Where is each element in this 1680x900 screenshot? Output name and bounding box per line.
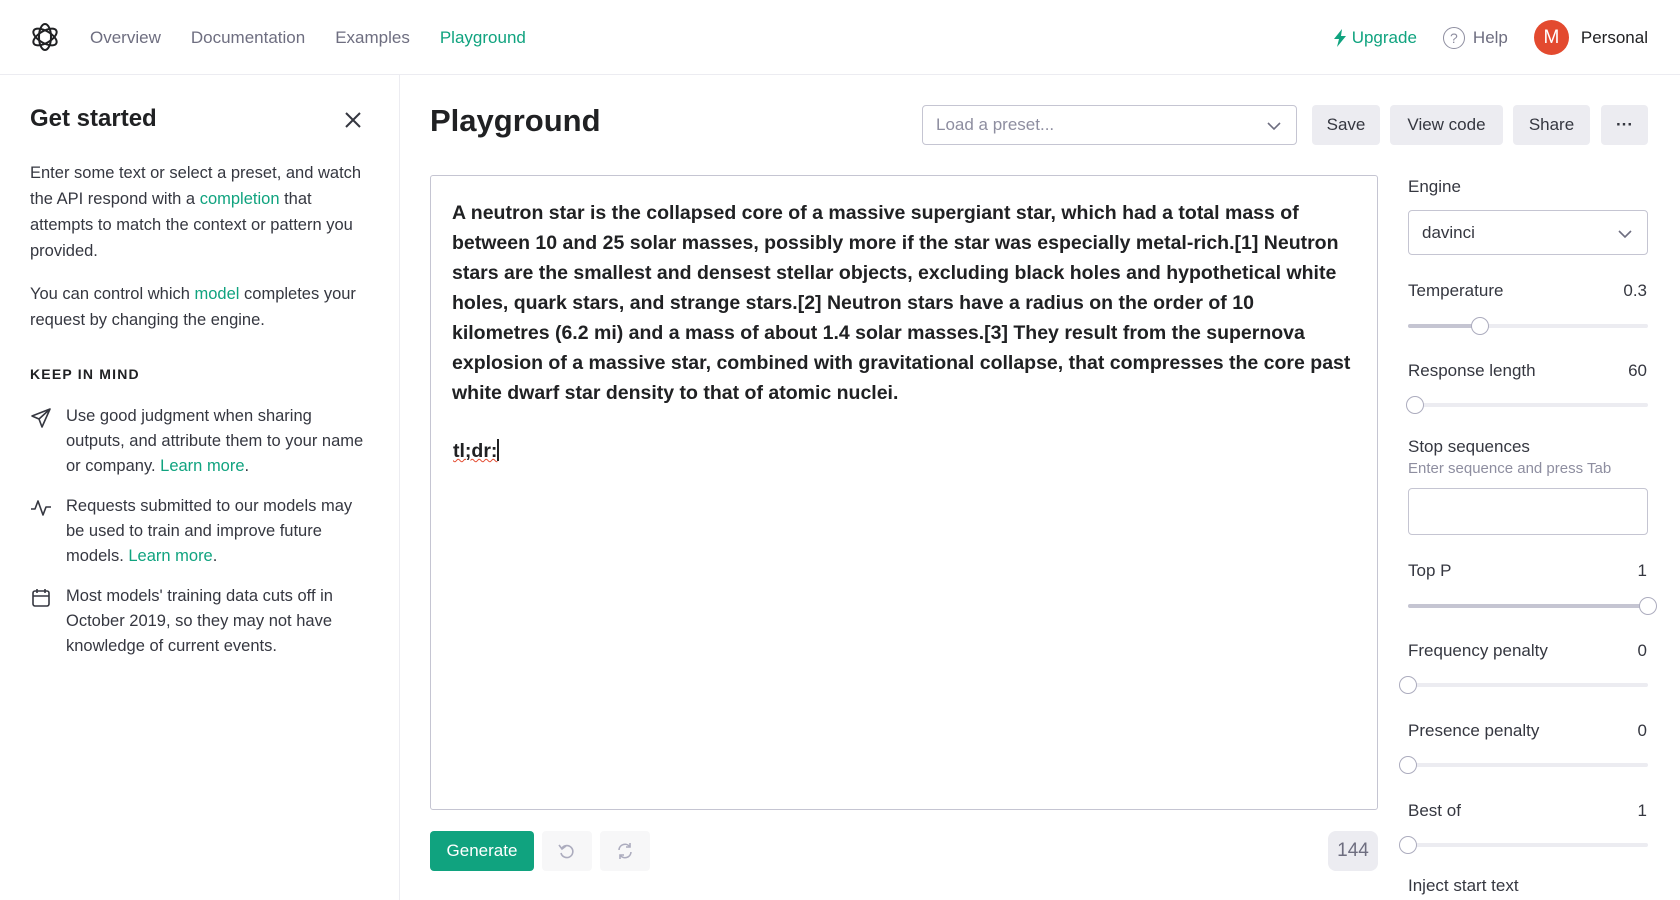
learn-more-link[interactable]: Learn more [128, 547, 213, 565]
stop-sequences-label: Stop sequences [1408, 437, 1530, 456]
temperature-value: 0.3 [1623, 281, 1647, 300]
share-button[interactable]: Share [1513, 105, 1590, 145]
calendar-icon [30, 587, 52, 609]
intro-2-text-end: completes your request by changing the engine. [30, 285, 356, 329]
account-label: Personal [1580, 27, 1648, 47]
help-icon: ? [1443, 27, 1465, 49]
presence-penalty-value: 0 [1637, 721, 1647, 740]
frequency-penalty-value: 0 [1637, 641, 1647, 660]
sidebar-title: Get started [30, 105, 157, 132]
view-code-button[interactable]: View code [1390, 105, 1503, 145]
slider-thumb[interactable] [1399, 676, 1417, 694]
send-icon [30, 407, 52, 429]
lightning-icon [1333, 29, 1347, 47]
openai-logo-icon[interactable] [29, 21, 61, 53]
engine-value: davinci [1422, 222, 1475, 242]
tip-item [30, 584, 375, 659]
refresh-icon [615, 841, 635, 861]
best-of-slider[interactable] [1408, 843, 1648, 847]
activity-icon [30, 497, 52, 519]
help-link[interactable] [1443, 27, 1508, 49]
close-icon[interactable] [342, 109, 364, 131]
intro-1-text: Enter some text or select a preset, and watch the API respond with a [30, 164, 362, 208]
undo-icon [557, 841, 577, 861]
presence-penalty-slider[interactable] [1408, 763, 1648, 767]
presence-penalty-label: Presence penalty [1408, 721, 1540, 740]
tip-1-text: Use good judgment when sharing outputs, and attribute them to your name or company. [66, 407, 364, 475]
token-count: 144 [1328, 831, 1378, 871]
prompt-text: A neutron star is the collapsed core of a massive supergiant star, which had a total mass of between 10 and 25 solar masses, possibly more if the star was especially metal-rich.[1] Neutron stars are the smallest and densest stellar objects, excluding black holes and hypothetical white holes, quark stars, and strange stars.[2] Neutron stars have a radius on the order of 10 kilometres (6.2 mi) and a mass of about 1.4 solar masses.[3] They result from the supernova explosion of a massive star, combined with gravitational collapse, that compresses the core past white dwarf star density to that of atomic nuclei. [452, 202, 1356, 404]
nav-documentation[interactable]: Documentation [190, 27, 306, 47]
engine-label: Engine [1408, 177, 1461, 196]
prompt-tail-text: tl;dr: [453, 440, 498, 462]
intro-2-text: You can control which [30, 285, 195, 303]
nav-overview[interactable]: Overview [90, 27, 161, 47]
tip-item [30, 494, 375, 569]
prompt-editor[interactable] [430, 175, 1378, 810]
top-p-value: 1 [1637, 561, 1647, 580]
tip-text: Most models' training data cuts off in October 2019, so they may not have knowledge of current events. [66, 587, 333, 655]
temperature-label: Temperature [1408, 281, 1504, 300]
tip-1-end: . [244, 457, 250, 475]
save-button[interactable]: Save [1312, 105, 1380, 145]
slider-thumb[interactable] [1399, 836, 1417, 854]
slider-thumb[interactable] [1406, 396, 1424, 414]
temperature-slider[interactable] [1408, 324, 1648, 328]
tip-item [30, 404, 375, 479]
nav-playground[interactable]: Playground [439, 27, 526, 47]
help-label: Help [1472, 27, 1508, 47]
nav-examples[interactable]: Examples [335, 27, 410, 47]
frequency-penalty-label: Frequency penalty [1408, 641, 1548, 660]
intro-paragraph-1 [30, 160, 375, 264]
engine-select[interactable] [1408, 210, 1648, 255]
best-of-value: 1 [1637, 801, 1647, 820]
top-p-slider[interactable] [1408, 604, 1648, 608]
slider-thumb[interactable] [1639, 597, 1657, 615]
text-cursor [497, 439, 499, 461]
preset-select[interactable] [922, 105, 1297, 145]
upgrade-label: Upgrade [1351, 27, 1417, 47]
regenerate-button[interactable] [600, 831, 650, 871]
nav-right [1333, 0, 1648, 75]
slider-thumb[interactable] [1471, 317, 1489, 335]
tip-2-end: . [212, 547, 218, 565]
stop-sequences-input[interactable] [1408, 488, 1648, 535]
nav-links [90, 0, 526, 75]
chevron-down-icon [1266, 118, 1282, 134]
tip-text [66, 404, 375, 479]
get-started-sidebar [0, 75, 400, 900]
intro-paragraph-2 [30, 281, 375, 333]
top-navigation [0, 0, 1680, 75]
tip-2-text: Requests submitted to our models may be used to train and improve future models. [66, 497, 353, 565]
upgrade-link[interactable] [1333, 28, 1417, 48]
learn-more-link[interactable]: Learn more [160, 457, 245, 475]
preset-placeholder: Load a preset... [936, 115, 1055, 134]
undo-button[interactable] [542, 831, 592, 871]
prompt-tail [453, 439, 499, 463]
keep-in-mind-heading: KEEP IN MIND [30, 366, 140, 382]
top-p-label: Top P [1408, 561, 1452, 580]
tip-text [66, 494, 375, 569]
best-of-label: Best of [1408, 801, 1461, 820]
stop-sequences-hint: Enter sequence and press Tab [1408, 460, 1612, 477]
inject-start-text-label: Inject start text [1408, 876, 1519, 895]
avatar: M [1534, 20, 1569, 55]
slider-thumb[interactable] [1399, 756, 1417, 774]
response-length-label: Response length [1408, 361, 1536, 380]
model-link[interactable]: model [194, 285, 240, 303]
generate-button[interactable]: Generate [430, 831, 534, 871]
response-length-value: 60 [1628, 361, 1647, 380]
intro-1-text-end: that attempts to match the context or pattern you provided. [30, 190, 353, 260]
response-length-slider[interactable] [1408, 403, 1648, 407]
chevron-down-icon [1617, 226, 1633, 242]
frequency-penalty-slider[interactable] [1408, 683, 1648, 687]
page-title: Playground [430, 103, 601, 138]
more-options-button[interactable]: ··· [1601, 105, 1648, 145]
account-menu[interactable] [1534, 20, 1648, 55]
completion-link[interactable]: completion [199, 190, 280, 208]
